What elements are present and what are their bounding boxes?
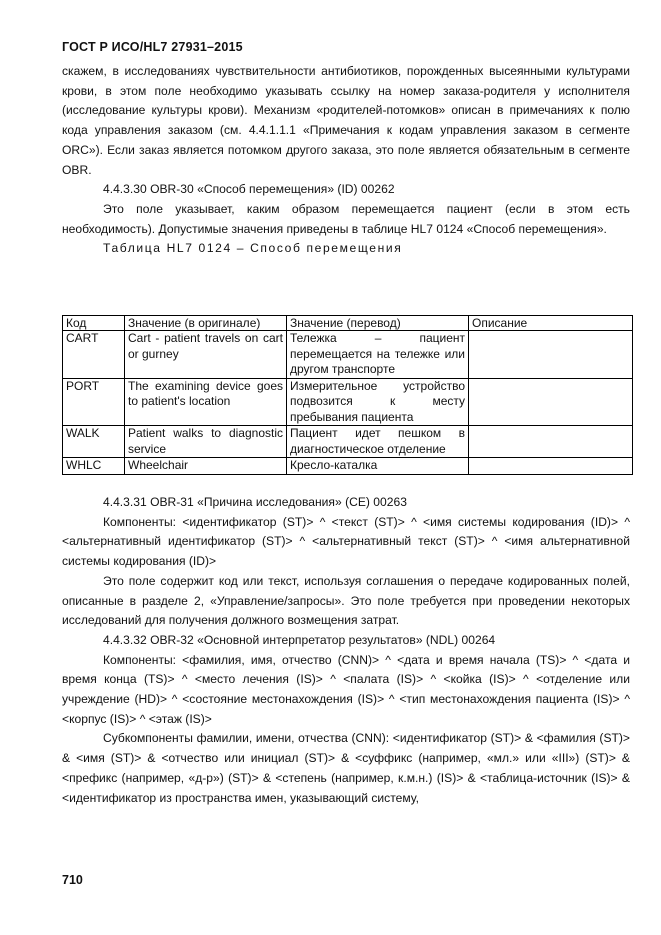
cell-translation: Кресло-каталка [287,458,469,475]
section-title-obr30: 4.4.3.30 OBR-30 «Способ перемещения» (ID) 00262 [103,182,395,197]
cell-code: WHLC [63,458,125,475]
body-text-bottom [62,493,630,808]
header-original: Значение (в оригинале) [125,316,287,331]
cell-translation: Тележка – пациент перемещается на тележке или другом транспорте [287,331,469,379]
table-row [63,331,633,379]
section-title-obr31: 4.4.3.31 OBR-31 «Причина исследования» (CE) 00263 [103,495,407,509]
cell-translation: Измерительное устройство подвозится к месту пребывания пациента [287,378,469,426]
cell-original: Patient walks to diagnostic service [125,426,287,458]
cell-description [469,331,633,379]
cell-description [469,378,633,426]
table-header-row [63,316,633,331]
cell-description [469,426,633,458]
paragraph-obr31: Это поле содержит код или текст, используя соглашения о передаче кодированных полей, описанные в разделе 2, «Управление/запросы». Это поле требуется при проведении некоторых исследований для получения должного возмещения затрат. [62,573,630,628]
cell-original: Wheelchair [125,458,287,475]
page-number: 710 [62,873,83,887]
table-row [63,458,633,475]
table-row [63,426,633,458]
subcomponents-obr32: Субкомпоненты фамилии, имени, отчества (CNN): <идентификатор (ST)> & <фамилия (ST)> & <имя (ST)> & <отчество или инициал (ST)> & <суффикс (например, «мл.» или «III») (ST)> & <префикс (например, «д-р») (ST)> & <степень (например, к.м.н.) (IS)> & <таблица-источник (IS)> & <идентификатор из пространства имен, указывающий систему, [62,731,630,805]
cell-description [469,458,633,475]
cell-code: WALK [63,426,125,458]
header-code: Код [63,316,125,331]
components-obr32: Компоненты: <фамилия, имя, отчество (CNN)> ^ <дата и время начала (TS)> ^ <дата и время конца (TS)> ^ <место лечения (IS)> ^ <палата (IS)> ^ <койка (IS)> ^ <отделение или учреждение (HD)> ^ <состояние местонахождения (IS)> ^ <тип местонахождения пациента (IS)> ^ <корпус (IS)> ^ <этаж (IS)> [62,652,630,726]
cell-original: Cart - patient travels on cart or gurney [125,331,287,379]
header-description: Описание [469,316,633,331]
cell-original: The examining device goes to patient's location [125,378,287,426]
paragraph-continuation: скажем, в исследованиях чувствительности антибиотиков, порожденных высеянными культурами крови, в этом поле необходимо указывать ссылку на номер заказа-родителя у исполнителя (исследование культуры крови). Механизм «родителей-потомков» описан в примечаниях к полю кода управления заказом (см. 4.4.1.1.1 «Примечания к кодам управления заказом в сегменте ORC»). Если заказ является потомком другого заказа, это поле является обязательным в сегменте OBR. [62,64,630,177]
cell-code: PORT [63,378,125,426]
movement-method-table [62,315,633,475]
table-row [63,378,633,426]
cell-translation: Пациент идет пешком в диагностическое отделение [287,426,469,458]
document-header: ГОСТ Р ИСО/HL7 27931–2015 [62,40,243,54]
section-title-obr32: 4.4.3.32 OBR-32 «Основной интерпретатор результатов» (NDL) 00264 [103,632,496,647]
components-obr31: Компоненты: <идентификатор (ST)> ^ <текст (ST)> ^ <имя системы кодирования (ID)> ^ <альтернативный идентификатор (ST)> ^ <альтернативный текст (ST)> ^ <имя альтернативной системы кодирования (ID)> [62,514,630,569]
table-caption: Таблица HL7 0124 – Способ перемещения [103,241,403,256]
paragraph-obr30: Это поле указывает, каким образом перемещается пациент (если в этом есть необходимость). Допустимые значения приведены в таблице HL7 0124 «Способ перемещения». [62,201,630,236]
cell-code: CART [63,331,125,379]
body-text-top [62,62,630,259]
header-translation: Значение (перевод) [287,316,469,331]
